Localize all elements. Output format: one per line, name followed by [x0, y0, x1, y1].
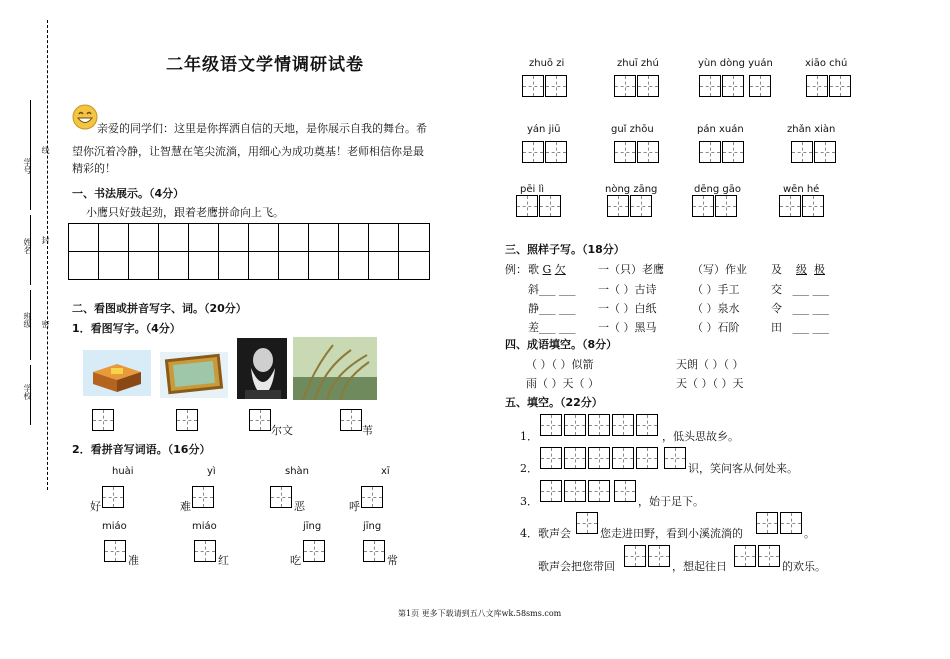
fill-box[interactable] [756, 512, 778, 534]
fill-box[interactable] [564, 447, 586, 469]
pinyin-answer-box[interactable] [637, 75, 659, 97]
word-char: 吃 [290, 554, 301, 567]
pinyin-answer-box[interactable] [637, 141, 659, 163]
pinyin-answer-box[interactable] [791, 141, 813, 163]
pinyin-answer-box[interactable] [749, 75, 771, 97]
fill-box[interactable] [540, 447, 562, 469]
sec3-row-2-c3[interactable]: （ ）泉水 [692, 302, 740, 315]
xuexiao-blank [30, 365, 31, 425]
margin-label-xingming: 姓名 [23, 238, 32, 254]
sec3-row-2-c2[interactable]: 一（ ）白纸 [598, 302, 657, 315]
pinyin-answer-box[interactable] [522, 141, 544, 163]
pinyin-word: nòng zāng [605, 184, 658, 195]
pinyin-answer-box[interactable] [630, 195, 652, 217]
pinyin-answer-box[interactable] [722, 141, 744, 163]
fill-num-3: 3． [520, 495, 538, 508]
pinyin-answer-box[interactable] [692, 195, 714, 217]
sec3-row-1-c4[interactable]: 交 ___ ___ [771, 283, 829, 296]
pinyin-answer-box[interactable] [104, 540, 126, 562]
fill-text-5c: 的欢乐。 [782, 560, 826, 573]
xingming-blank [30, 215, 31, 285]
pic-suffix: 尔文 [271, 424, 293, 437]
pinyin-label: yì [207, 466, 216, 477]
sec1-heading: 一、书法展示。（4分） [72, 187, 185, 200]
fill-box[interactable] [588, 414, 610, 436]
margin-label-mi: 密 [41, 320, 50, 328]
pinyin-word: dēng gāo [694, 184, 741, 195]
pinyin-answer-box[interactable] [722, 75, 744, 97]
pinyin-answer-box[interactable] [303, 540, 325, 562]
word-char: 恶 [294, 500, 305, 513]
pinyin-answer-box[interactable] [361, 486, 383, 508]
margin-label-xian: 线 [41, 146, 50, 154]
binding-line [47, 20, 48, 490]
pinyin-word: yùn dòng yuán [698, 58, 773, 69]
intro-line-1: 亲爱的同学们：这里是你挥洒自信的天地，是你展示自我的舞台。希 [97, 122, 427, 135]
fill-num-4: 4．歌声会 [520, 527, 571, 540]
margin-label-feng: 封 [41, 236, 50, 244]
fill-box[interactable] [576, 512, 598, 534]
pic-answer-box[interactable] [92, 409, 114, 431]
sec3-row-3-c3[interactable]: （ ）石阶 [692, 321, 740, 334]
fill-box[interactable] [758, 545, 780, 567]
word-char: 好 [90, 500, 101, 513]
pic-suffix: 苇 [362, 424, 373, 437]
word-char: 红 [218, 554, 229, 567]
intro-line-3: 精彩的！ [72, 162, 116, 175]
picture-chest [83, 350, 151, 396]
pinyin-word: pēi lì [520, 184, 545, 195]
pinyin-label: jīng [303, 521, 322, 532]
pinyin-answer-box[interactable] [516, 195, 538, 217]
sec3-row-1-c2[interactable]: 一（ ）古诗 [598, 283, 657, 296]
word-char: 呼 [349, 500, 360, 513]
fill-box[interactable] [734, 545, 756, 567]
page-title: 二年级语文学情调研试卷 [166, 55, 364, 75]
pinyin-answer-box[interactable] [545, 75, 567, 97]
fill-text-2: 识，笑问客从何处来。 [688, 462, 798, 475]
sec3-row-3[interactable]: 差___ ___ [528, 321, 576, 334]
pinyin-word: yán jiū [527, 124, 561, 135]
fill-box[interactable] [588, 480, 610, 502]
intro-line-2: 望你沉着冷静，让智慧在笔尖流淌，用细心为成功奠基！老师相信你是最 [72, 145, 424, 158]
pinyin-answer-box[interactable] [614, 75, 636, 97]
sec3-heading: 三、照样子写。（18分） [505, 243, 625, 256]
pinyin-answer-box[interactable] [539, 195, 561, 217]
fill-num-2: 2． [520, 462, 538, 475]
fill-box[interactable] [612, 447, 634, 469]
pinyin-answer-box[interactable] [102, 486, 124, 508]
fill-num-1: 1． [520, 430, 538, 443]
pinyin-label: miáo [192, 521, 217, 532]
fill-text-3: ，始于足下。 [638, 495, 704, 508]
pinyin-label: xī [381, 466, 390, 477]
xuehao-blank [30, 100, 31, 210]
pinyin-answer-box[interactable] [607, 195, 629, 217]
sec3-row-2-c4[interactable]: 令 ___ ___ [771, 302, 829, 315]
picture-reeds [293, 337, 377, 400]
pinyin-word: guǐ zhōu [611, 124, 654, 135]
pinyin-answer-box[interactable] [614, 141, 636, 163]
pinyin-label: shàn [285, 466, 310, 477]
sec2-heading: 二、看图或拼音写字、词。（20分） [72, 302, 247, 315]
word-char: 常 [387, 554, 398, 567]
fill-box[interactable] [648, 545, 670, 567]
pinyin-word: zhuī zhú [617, 58, 659, 69]
fill-box[interactable] [614, 480, 636, 502]
margin-label-xuexiao: 学校 [23, 384, 32, 400]
picture-darwin [237, 338, 287, 399]
fill-box[interactable] [664, 447, 686, 469]
pinyin-answer-box[interactable] [715, 195, 737, 217]
sec2-sub2: 2．看拼音写词语。（16分） [72, 443, 211, 456]
pic-answer-box[interactable] [249, 409, 271, 431]
sec3-row-1[interactable]: 斜___ ___ [528, 283, 576, 296]
fill-box[interactable] [540, 480, 562, 502]
fill-text-4a: 您走进田野，看到小溪流淌的 [600, 527, 743, 540]
pinyin-answer-box[interactable] [545, 141, 567, 163]
idiom-4[interactable]: 天（ ）（ ）天 [676, 377, 744, 390]
idiom-1[interactable]: （ ）（ ）似箭 [526, 358, 594, 371]
fill-box[interactable] [564, 480, 586, 502]
fill-text-5b: ，想起往日 [672, 560, 727, 573]
fill-box[interactable] [624, 545, 646, 567]
pinyin-answer-box[interactable] [806, 75, 828, 97]
pinyin-answer-box[interactable] [194, 540, 216, 562]
banji-blank [30, 290, 31, 360]
pinyin-label: huài [112, 466, 134, 477]
sec4-heading: 四、成语填空。（8分） [505, 338, 618, 351]
pinyin-answer-box[interactable] [779, 195, 801, 217]
pinyin-answer-box[interactable] [699, 141, 721, 163]
sec3-row-3-c2[interactable]: 一（ ）黑马 [598, 321, 657, 334]
fill-box[interactable] [636, 414, 658, 436]
fill-text-1: ，低头思故乡。 [662, 430, 739, 443]
fill-box[interactable] [612, 414, 634, 436]
fill-box[interactable] [564, 414, 586, 436]
pinyin-answer-box[interactable] [814, 141, 836, 163]
sec3-row-2[interactable]: 静___ ___ [528, 302, 576, 315]
sec3-row-1-c3[interactable]: （ ）手工 [692, 283, 740, 296]
word-char: 难 [180, 500, 191, 513]
pinyin-answer-box[interactable] [192, 486, 214, 508]
smiley-icon [72, 104, 98, 130]
calligraphy-grid[interactable] [68, 223, 430, 280]
fill-text-5a: 歌声会把您带回 [538, 560, 615, 573]
pic-answer-box[interactable] [340, 409, 362, 431]
fill-box[interactable] [588, 447, 610, 469]
sec3-ex-col2: 一（只）老鹰 [598, 263, 664, 276]
pinyin-answer-box[interactable] [522, 75, 544, 97]
pinyin-word: wēn hé [783, 184, 820, 195]
sec2-sub1: 1．看图写字。（4分） [72, 322, 181, 335]
idiom-2[interactable]: 天朗（ ）（ ） [676, 358, 744, 371]
sec5-heading: 五、填空。（22分） [505, 396, 603, 409]
pinyin-word: zhǎn xiàn [787, 124, 836, 135]
fill-box[interactable] [636, 447, 658, 469]
pic-answer-box[interactable] [176, 409, 198, 431]
sec3-ex-col4: 及 级 极 [771, 263, 825, 276]
fill-box[interactable] [540, 414, 562, 436]
sec3-ex-col1: 歌 G 欠 [528, 263, 566, 276]
pinyin-label: miáo [102, 521, 127, 532]
margin-label-xuehao: 学号 [23, 158, 32, 174]
pinyin-word: pán xuán [697, 124, 744, 135]
pinyin-label: jīng [363, 521, 382, 532]
pinyin-answer-box[interactable] [802, 195, 824, 217]
word-char: 准 [128, 554, 139, 567]
picture-frame [160, 352, 228, 398]
pinyin-word: xiāo chú [805, 58, 848, 69]
sec3-row-3-c4[interactable]: 田 ___ ___ [771, 321, 829, 334]
sec1-sentence: 小鹰只好鼓起劲，跟着老鹰拼命向上飞。 [86, 206, 284, 219]
pinyin-answer-box[interactable] [829, 75, 851, 97]
pinyin-answer-box[interactable] [363, 540, 385, 562]
pinyin-answer-box[interactable] [270, 486, 292, 508]
fill-box[interactable] [780, 512, 802, 534]
sec3-example-label: 例： [505, 263, 527, 276]
idiom-3[interactable]: 雨（ ）天（ ） [526, 377, 599, 390]
pinyin-answer-box[interactable] [699, 75, 721, 97]
fill-text-4b: 。 [804, 527, 815, 540]
sec3-ex-col3: （写）作业 [692, 263, 747, 276]
margin-label-banji: 班级 [23, 312, 32, 328]
pinyin-word: zhuō zi [529, 58, 565, 69]
page-footer: 第1页 更多下载请到五八文库wk.58sms.com [398, 609, 562, 618]
